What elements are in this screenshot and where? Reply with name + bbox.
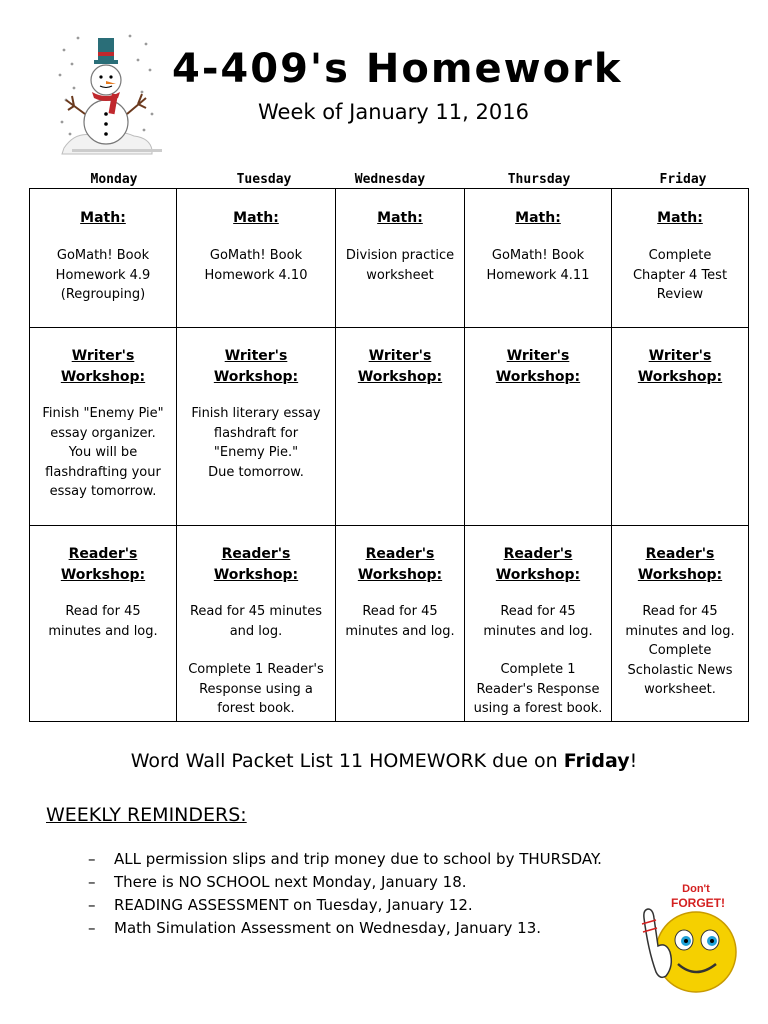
cell-line: Finish "Enemy Pie" bbox=[42, 406, 164, 421]
readers-workshop-row bbox=[30, 526, 749, 722]
cell-heading: Math: bbox=[515, 210, 561, 226]
reminder-text: There is NO SCHOOL next Monday, January 18. bbox=[114, 873, 467, 891]
heading-line: Writer's bbox=[71, 348, 135, 364]
cell-heading bbox=[469, 544, 607, 586]
cell-writers-tuesday bbox=[177, 328, 336, 526]
cell-line: Finish literary essay bbox=[191, 406, 321, 421]
cell-math-wednesday bbox=[336, 189, 465, 328]
dash-bullet: – bbox=[88, 850, 96, 868]
heading-line: Workshop: bbox=[637, 567, 723, 583]
reminders-heading: WEEKLY REMINDERS: bbox=[46, 804, 247, 826]
snowman-image bbox=[56, 30, 156, 160]
dont-forget-line1: Don't bbox=[682, 883, 710, 895]
cell-line: Read for 45 bbox=[65, 604, 141, 619]
heading-line: Workshop: bbox=[213, 567, 299, 583]
cell-line: Homework 4.11 bbox=[486, 267, 590, 283]
cell-line: minutes and log. bbox=[48, 623, 158, 639]
page-title: 4-409's Homework bbox=[172, 46, 623, 92]
cell-heading: Math: bbox=[657, 210, 703, 226]
cell-line: and log. bbox=[229, 623, 283, 639]
cell-line: Read for 45 minutes bbox=[189, 604, 323, 619]
cell-math-friday bbox=[612, 189, 749, 328]
heading-line: Workshop: bbox=[495, 369, 581, 385]
cell-readers-thursday bbox=[465, 526, 612, 722]
dash-bullet: – bbox=[88, 919, 96, 937]
cell-writers-friday bbox=[612, 328, 749, 526]
day-header-thursday: Thursday bbox=[507, 172, 571, 187]
cell-line: Complete 1 Reader's bbox=[188, 662, 324, 677]
heading-line: Workshop: bbox=[637, 369, 723, 385]
cell-line: minutes and log. bbox=[625, 623, 735, 639]
cell-line: GoMath! Book bbox=[491, 248, 585, 263]
heading-line: Reader's bbox=[503, 546, 573, 562]
cell-line: essay organizer. bbox=[50, 425, 156, 441]
day-header-tuesday: Tuesday bbox=[236, 172, 292, 187]
dont-forget-line2: FORGET! bbox=[671, 896, 725, 910]
cell-line: Complete bbox=[648, 248, 712, 263]
cell-line: GoMath! Book bbox=[209, 248, 303, 263]
cell-math-thursday bbox=[465, 189, 612, 328]
heading-line: Workshop: bbox=[357, 567, 443, 583]
cell-line: Due tomorrow. bbox=[208, 464, 304, 480]
list-item bbox=[88, 871, 602, 894]
dash-bullet: – bbox=[88, 896, 96, 914]
heading-line: Writer's bbox=[368, 348, 432, 364]
dash-bullet: – bbox=[88, 873, 96, 891]
cell-heading bbox=[181, 346, 331, 388]
cell-math-monday bbox=[30, 189, 177, 328]
page-subtitle: Week of January 11, 2016 bbox=[258, 100, 529, 124]
cell-readers-tuesday bbox=[177, 526, 336, 722]
cell-writers-monday bbox=[30, 328, 177, 526]
cell-heading: Math: bbox=[233, 210, 279, 226]
day-header-monday: Monday bbox=[90, 172, 138, 187]
cell-heading bbox=[34, 544, 172, 586]
cell-line: GoMath! Book bbox=[56, 248, 150, 263]
heading-line: Writer's bbox=[648, 348, 712, 364]
cell-line: Homework 4.9 bbox=[55, 267, 151, 283]
cell-heading bbox=[34, 346, 172, 388]
cell-line: Read for 45 bbox=[500, 604, 576, 619]
cell-line: Reader's Response bbox=[476, 681, 600, 697]
math-row bbox=[30, 189, 749, 328]
cell-line: flashdrafting your bbox=[45, 464, 161, 480]
heading-line: Writer's bbox=[224, 348, 288, 364]
list-item bbox=[88, 894, 602, 917]
heading-line: Reader's bbox=[365, 546, 435, 562]
heading-line: Reader's bbox=[645, 546, 715, 562]
cell-line: You will be bbox=[68, 445, 138, 460]
cell-heading bbox=[340, 544, 460, 586]
homework-table bbox=[29, 188, 749, 722]
reminder-text: READING ASSESSMENT on Tuesday, January 12. bbox=[114, 896, 473, 914]
word-wall-note bbox=[0, 750, 768, 772]
list-item bbox=[88, 848, 602, 871]
cell-heading bbox=[340, 346, 460, 388]
cell-line: minutes and log. bbox=[483, 623, 593, 639]
cell-heading bbox=[469, 346, 607, 388]
heading-line: Reader's bbox=[221, 546, 291, 562]
day-header-friday: Friday bbox=[659, 172, 707, 187]
cell-heading bbox=[181, 544, 331, 586]
cell-math-tuesday bbox=[177, 189, 336, 328]
cell-heading: Math: bbox=[80, 210, 126, 226]
cell-readers-monday bbox=[30, 526, 177, 722]
cell-line: essay tomorrow. bbox=[49, 484, 157, 499]
cell-writers-wednesday bbox=[336, 328, 465, 526]
writers-workshop-row bbox=[30, 328, 749, 526]
day-header-wednesday: Wednesday bbox=[354, 172, 426, 187]
cell-line: flashdraft for bbox=[213, 425, 299, 441]
cell-readers-friday bbox=[612, 526, 749, 722]
cell-line: Chapter 4 Test bbox=[632, 267, 728, 283]
cell-line: "Enemy Pie." bbox=[213, 445, 299, 460]
cell-line: Complete 1 bbox=[500, 662, 576, 677]
cell-line: using a forest book. bbox=[473, 701, 603, 716]
word-wall-day: Friday bbox=[563, 750, 630, 772]
cell-heading bbox=[616, 544, 744, 586]
dont-forget-smiley-image bbox=[626, 880, 742, 996]
cell-line: forest book. bbox=[217, 701, 295, 716]
cell-line: Response using a bbox=[199, 681, 313, 697]
word-wall-text: Word Wall Packet List 11 HOMEWORK due on bbox=[130, 750, 564, 772]
image-credit-line bbox=[72, 149, 162, 152]
list-item bbox=[88, 917, 602, 940]
cell-line: Read for 45 bbox=[362, 604, 438, 619]
cell-line: Review bbox=[656, 287, 704, 302]
cell-line: (Regrouping) bbox=[60, 287, 146, 302]
cell-line: minutes and log. bbox=[345, 623, 455, 639]
cell-line: worksheet. bbox=[644, 682, 716, 697]
reminders-list bbox=[88, 848, 602, 940]
reminder-text: ALL permission slips and trip money due to school by THURSDAY. bbox=[114, 850, 602, 868]
heading-line: Workshop: bbox=[60, 369, 146, 385]
cell-readers-wednesday bbox=[336, 526, 465, 722]
heading-line: Workshop: bbox=[495, 567, 581, 583]
cell-line: worksheet bbox=[366, 267, 434, 283]
cell-heading bbox=[616, 346, 744, 388]
heading-line: Workshop: bbox=[213, 369, 299, 385]
cell-line: Homework 4.10 bbox=[204, 267, 308, 283]
cell-heading: Math: bbox=[377, 210, 423, 226]
cell-writers-thursday bbox=[465, 328, 612, 526]
word-wall-punct: ! bbox=[629, 750, 638, 772]
heading-line: Writer's bbox=[506, 348, 570, 364]
heading-line: Reader's bbox=[68, 546, 138, 562]
reminder-text: Math Simulation Assessment on Wednesday, January 13. bbox=[114, 919, 542, 937]
heading-line: Workshop: bbox=[357, 369, 443, 385]
cell-line: Complete bbox=[648, 643, 712, 658]
heading-line: Workshop: bbox=[60, 567, 146, 583]
cell-line: Scholastic News bbox=[627, 662, 733, 678]
cell-line: Read for 45 bbox=[642, 604, 718, 619]
cell-line: Division practice bbox=[345, 248, 455, 263]
